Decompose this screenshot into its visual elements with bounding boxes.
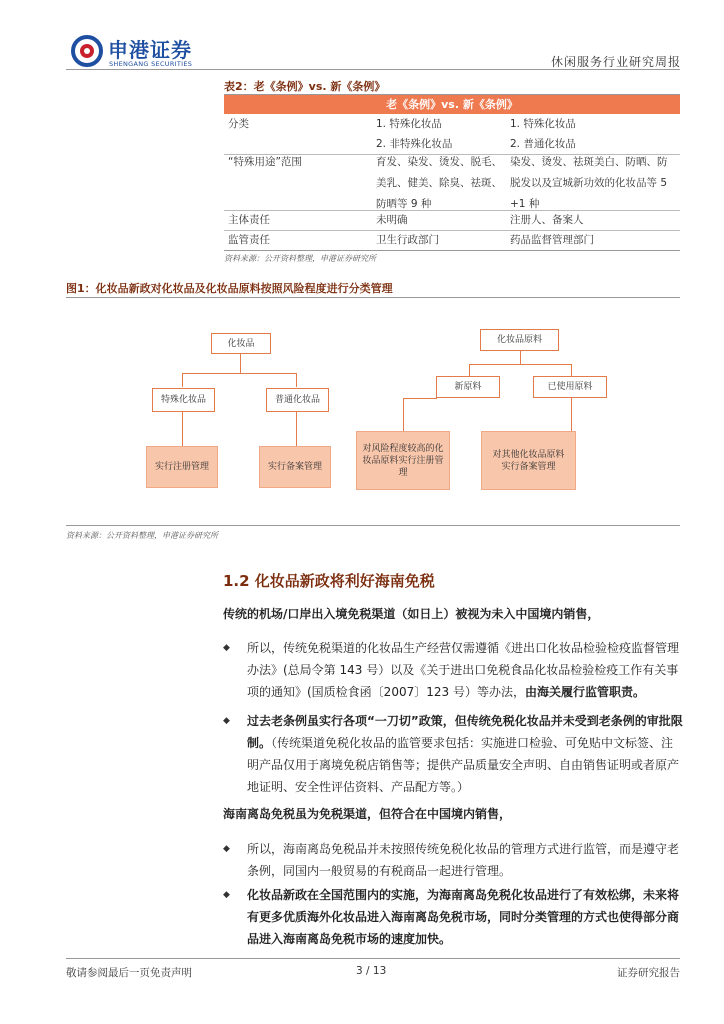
footer-divider (66, 958, 680, 959)
footer-disclaimer: 敬请参阅最后一页免责声明 (66, 967, 192, 979)
table-cell: 脱发以及宣城新功效的化妆品等 5 (510, 177, 668, 189)
table-header: 老《条例》vs. 新《条例》 (224, 95, 680, 114)
figure-caption: 图1：化妆品新政对化妆品及化妆品原料按照风险程度进行分类管理 (66, 282, 393, 295)
connector-line (571, 398, 572, 431)
table-cell: 卫生行政部门 (376, 234, 439, 246)
node-high-risk-registration: 对风险程度较高的化妆品原料实行注册管理 (356, 431, 450, 490)
page-number: 3 / 13 (356, 965, 387, 977)
table-cell: 育发、染发、烫发、脱毛、 (376, 156, 502, 168)
bullet-text: 所以，传统免税渠道的化妆品生产经营仅需遵循《进出口化妆品检验检疫监督管理办法》(总局令第 143 号）以及《关于进出口免税食品化妆品检验检疫工作有关事项的通知》(国质检食函〔2007〕123 号）等办法， (247, 641, 680, 699)
connector-line (571, 364, 572, 376)
paragraph: 传统的机场/口岸出入境免税渠道（如日上）被视为未入中国境内销售， (223, 607, 600, 621)
node-raw-materials: 化妆品原料 (480, 329, 559, 351)
header-divider (66, 69, 680, 70)
logo-chinese-name: 申港证券 (108, 38, 192, 62)
table-row-label: 主体责任 (228, 214, 270, 226)
figure-bottom-rule (66, 525, 680, 526)
node-registration-management: 实行注册管理 (146, 446, 218, 488)
section-heading: 1.2 化妆品新政将利好海南免税 (223, 572, 435, 590)
connector-line (469, 364, 470, 376)
bullet-icon: ◆ (223, 643, 230, 653)
footer-report-type: 证券研究报告 (617, 967, 680, 979)
bullet-item: 化妆品新政在全国范围内的实施，为海南离岛免税化妆品进行了有效松绑，未来将有更多优质海外化妆品进入海南离岛免税市场，同时分类管理的方式也使得部分商品进入海南离岛免税市场的速度加快。 (247, 888, 680, 946)
table-row-label: 分类 (228, 118, 249, 130)
paragraph: 海南离岛免税虽为免税渠道，但符合在中国境内销售， (223, 807, 512, 821)
table-caption: 表2：老《条例》vs. 新《条例》 (224, 80, 386, 93)
table-source-note: 资料来源：公开资料整理，申港证券研究所 (224, 254, 376, 263)
table-bottom-rule (224, 250, 680, 251)
node-used-materials: 已使用原料 (533, 376, 607, 398)
bullet-icon: ◆ (223, 716, 230, 726)
connector-line (520, 351, 521, 365)
bullet-emphasis: 过去老条例虽实行各项“一刀切”政策，但传统免税化妆品并未受到老条例的审批限制。 (247, 714, 683, 750)
table-row-divider (224, 210, 680, 211)
node-other-filing: 对其他化妆品原料实行备案管理 (481, 431, 576, 490)
connector-line (296, 412, 297, 446)
bullet-item (247, 710, 685, 798)
table-cell: 未明确 (376, 214, 408, 226)
table-cell: 1. 特殊化妆品 (510, 118, 576, 130)
connector-line (403, 398, 404, 431)
connector-line (240, 354, 241, 374)
figure-top-rule (66, 297, 680, 298)
table-row-divider (224, 230, 680, 231)
bullet-icon: ◆ (223, 844, 230, 854)
connector-line (403, 398, 437, 399)
connector-line (296, 373, 297, 387)
company-logo-icon (71, 35, 103, 67)
connector-line (182, 373, 297, 374)
table-cell: 染发、烫发、祛斑美白、防晒、防 (510, 156, 668, 168)
bullet-item (247, 637, 685, 703)
table-cell: 2. 普通化妆品 (510, 138, 576, 150)
bullet-item: 所以，海南离岛免税品并未按照传统免税化妆品的管理方式进行监管，而是遵守老条例，同国内一般贸易的有税商品一起进行管理。 (247, 842, 680, 878)
connector-line (182, 373, 183, 387)
report-title: 休闲服务行业研究周报 (550, 55, 681, 69)
table-cell: +1 种 (510, 198, 540, 210)
table-row-label: “特殊用途”范围 (228, 156, 302, 168)
node-special-cosmetics: 特殊化妆品 (152, 388, 215, 412)
bullet-text: （传统渠道免税化妆品的监管要求包括：实施进口检验、可免贴中文标签、注明产品仅用于离境免税店销售等；提供产品质量安全声明、自由销售证明或者原产地证明、安全性评估资料、产品配方等。） (247, 736, 680, 794)
table-row-label: 监管责任 (228, 234, 270, 246)
connector-line (469, 364, 572, 365)
table-cell: 1. 特殊化妆品 (376, 118, 442, 130)
node-cosmetics: 化妆品 (211, 333, 271, 354)
node-new-materials: 新原料 (436, 376, 500, 398)
table-cell: 防晒等 9 种 (376, 198, 432, 210)
bullet-emphasis: 由海关履行监管职责。 (524, 685, 645, 699)
table-cell: 药品监督管理部门 (510, 234, 594, 246)
table-cell: 注册人、备案人 (510, 214, 584, 226)
bullet-icon: ◆ (223, 890, 230, 900)
table-cell: 2. 非特殊化妆品 (376, 138, 453, 150)
node-ordinary-cosmetics: 普通化妆品 (266, 388, 329, 412)
node-filing-management: 实行备案管理 (259, 446, 331, 488)
connector-line (182, 412, 183, 446)
table-cell: 美乳、健美、除臭、祛斑、 (376, 177, 502, 189)
figure-source-note: 资料来源：公开资料整理，申港证券研究所 (66, 531, 218, 540)
logo-english-name: SHENGANG SECURITIES (109, 60, 193, 68)
